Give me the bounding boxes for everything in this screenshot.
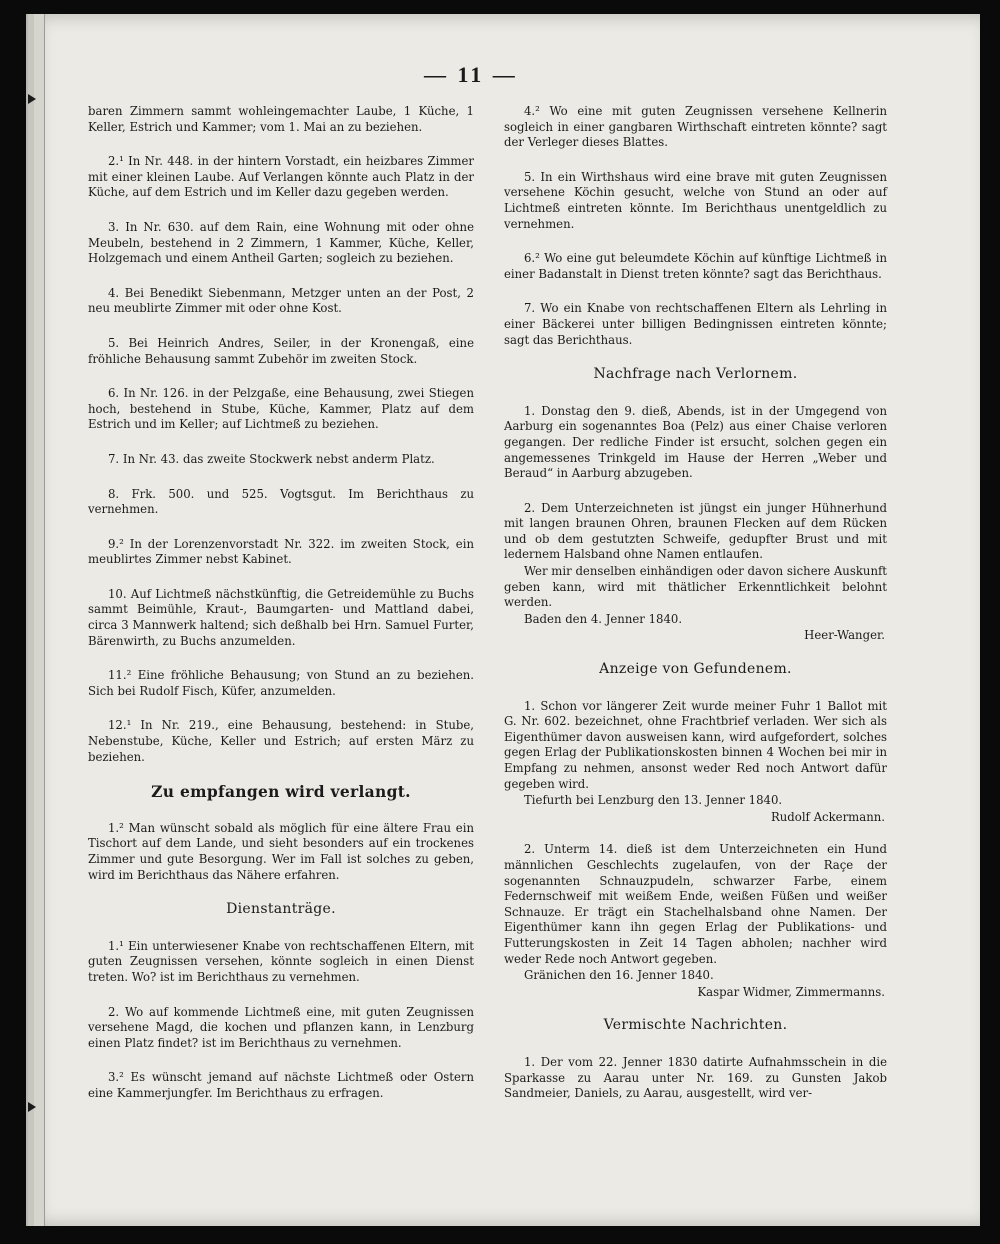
paragraph: 5. Bei Heinrich Andres, Seiler, in der Kronengaß, eine fröhliche Behausung sammt Zubehör im zweiten Stock. <box>88 335 474 366</box>
signature: Heer-Wanger. <box>804 628 885 643</box>
paragraph: 1. Der vom 22. Jenner 1830 datirte Aufnahmsschein in die Sparkasse zu Aarau unter Nr. 169. zu Gunsten Jakob Sandmeier, Daniels, zu Aarau, ausgestellt, wird ver- <box>504 1054 887 1101</box>
paragraph: 3.² Es wünscht jemand auf nächste Lichtmeß oder Ostern eine Kammerjungfer. Im Berichthaus zu erfragen. <box>88 1070 474 1100</box>
newspaper-page <box>26 14 980 1226</box>
binding-marker-icon <box>28 94 36 104</box>
binding-edge-inner <box>34 14 45 1226</box>
paragraph: 8. Frk. 500. und 525. Vogtsgut. Im Berichthaus zu vernehmen. <box>88 486 474 517</box>
section-heading: Zu empfangen wird verlangt. <box>151 782 411 802</box>
paragraph: 7. Wo ein Knabe von rechtschaffenen Eltern als Lehrling in einer Bäckerei unter billigen Bedingnissen eintreten könnte; sagt das Berichthaus. <box>504 301 887 347</box>
section-heading: Dienstanträge. <box>226 901 336 918</box>
paragraph: baren Zimmern sammt wohleingemachter Laube, 1 Küche, 1 Keller, Estrich und Kammer; vom 1. Mai an zu beziehen. <box>88 104 474 134</box>
right-column <box>504 104 887 1121</box>
left-column <box>88 104 474 1121</box>
signature: Rudolf Ackermann. <box>770 809 885 824</box>
paragraph: 6. In Nr. 126. in der Pelzgaße, eine Behausung, zwei Stiegen hoch, bestehend in Stube, Küche, Kammer, Platz auf dem Estrich und im Keller; auf Lichtmeß zu beziehen. <box>88 386 474 432</box>
paragraph: 4.² Wo eine mit guten Zeugnissen versehene Kellnerin sogleich in einer gangbaren Wirthschaft eintreten könnte? sagt der Verleger dieses Blattes. <box>504 104 887 150</box>
signature: Kaspar Widmer, Zimmermanns. <box>697 984 885 999</box>
paragraph: 2. Wo auf kommende Lichtmeß eine, mit guten Zeugnissen versehene Magd, die kochen und pflanzen kann, in Lenzburg einen Platz findet? ist im Berichthaus zu vernehmen. <box>88 1004 474 1050</box>
dateline: Tiefurth bei Lenzburg den 13. Jenner 1840. <box>524 793 783 808</box>
paragraph: 6.² Wo eine gut beleumdete Köchin auf künftige Lichtmeß in einer Badanstalt in Dienst treten könnte? sagt das Berichthaus. <box>504 251 887 281</box>
paragraph: 1. Schon vor längerer Zeit wurde meiner Fuhr 1 Ballot mit G. Nr. 602. bezeichnet, ohne Frachtbrief verladen. Wer sich als Eigenthümer davon ausweisen kann, wird aufgefordert, solches gegen Erlag der Publikationskosten binnen 4 Wochen bei mir in Empfang zu nehmen, ansonst weder Red noch Antwort dafür gegeben wird. <box>504 698 887 791</box>
paragraph: Wer mir denselben einhändigen oder davon sichere Auskunft geben kann, wird mit thätlicher Erkenntlichkeit belohnt werden. <box>504 564 887 610</box>
binding-marker-icon <box>28 1102 36 1112</box>
section-heading: Vermischte Nachrichten. <box>603 1017 788 1034</box>
paragraph: 9.² In der Lorenzenvorstadt Nr. 322. im zweiten Stock, ein meublirtes Zimmer nebst Kabinet. <box>88 536 474 567</box>
section-heading: Anzeige von Gefundenem. <box>599 661 792 678</box>
dateline: Baden den 4. Jenner 1840. <box>524 611 683 626</box>
paragraph: 12.¹ In Nr. 219., eine Behausung, bestehend: in Stube, Nebenstube, Küche, Keller und Estrich; auf ersten März zu beziehen. <box>88 718 474 764</box>
page-number: — 11 — <box>424 62 518 87</box>
paragraph: 5. In ein Wirthshaus wird eine brave mit guten Zeugnissen versehene Köchin gesucht, welche von Stund an oder auf Lichtmeß eintreten könnte. Im Berichthaus unentgeldlich zu vernehmen. <box>504 169 887 231</box>
paragraph: 1.¹ Ein unterwiesener Knabe von rechtschaffenen Eltern, mit guten Zeugnissen versehen, könnte sogleich in einen Dienst treten. Wo? ist im Berichthaus zu vernehmen. <box>88 938 474 984</box>
paragraph: 10. Auf Lichtmeß nächstkünftig, die Getreidemühle zu Buchs sammt Beimühle, Kraut-, Baumgarten- und Mattland dabei, circa 3 Mannwerk haltend; sich deßhalb bei Hrn. Samuel Furter, Bärenwirth, zu Buchs anzumelden. <box>88 586 474 648</box>
paragraph: 2. Unterm 14. dieß ist dem Unterzeichneten ein Hund männlichen Geschlechts zugelaufen, von der Raçe der sogenannten Schnauzpudeln, schwarzer Farbe, einem Federnschweif mit weißem Ende, weißen Füßen und weißer Schnauze. Er trägt ein Stachelhalsband ohne Namen. Der Eigenthümer kann ihn gegen Erlag der Publikations- und Futterungskosten in Zeit 14 Tagen abholen; nachher wird weder Rede noch Antwort gegeben. <box>504 842 887 966</box>
paragraph: 11.² Eine fröhliche Behausung; von Stund an zu beziehen. Sich bei Rudolf Fisch, Küfer, anzumelden. <box>88 668 474 698</box>
paragraph: 1. Donstag den 9. dieß, Abends, ist in der Umgegend von Aarburg ein sogenanntes Boa (Pelz) aus einer Chaise verloren gegangen. Der redliche Finder ist ersucht, solchen gegen ein angemessenes Trinkgeld im Hause der Herren „Weber und Beraud“ in Aarburg abzugeben. <box>504 403 887 481</box>
paragraph: 3. In Nr. 630. auf dem Rain, eine Wohnung mit oder ohne Meubeln, bestehend in 2 Zimmern, 1 Kammer, Küche, Keller, Holzgemach und einem Antheil Garten; sogleich zu beziehen. <box>88 219 474 266</box>
paragraph: 2.¹ In Nr. 448. in der hintern Vorstadt, ein heizbares Zimmer mit einer kleinen Laube. Auf Verlangen könnte auch Platz in der Küche, auf dem Estrich und im Keller dazu gegeben werden. <box>88 154 474 200</box>
paragraph: 4. Bei Benedikt Siebenmann, Metzger unten an der Post, 2 neu meublirte Zimmer mit oder ohne Kost. <box>88 285 474 316</box>
paragraph: 2. Dem Unterzeichneten ist jüngst ein junger Hühnerhund mit langen braunen Ohren, braunen Flecken auf dem Rücken und ob dem gestutzten Schweife, gedupfter Brust und mit ledernem Halsband ohne Namen entlaufen. <box>504 500 887 562</box>
paragraph: 7. In Nr. 43. das zweite Stockwerk nebst anderm Platz. <box>108 451 435 466</box>
dateline: Gränichen den 16. Jenner 1840. <box>524 968 714 983</box>
section-heading: Nachfrage nach Verlornem. <box>593 366 798 383</box>
paragraph: 1.² Man wünscht sobald als möglich für eine ältere Frau ein Tischort auf dem Lande, und sieht besonders auf ein trockenes Zimmer und gute Besorgung. Wer im Fall ist solches zu geben, wird im Berichthaus das Nähere erfahren. <box>88 820 474 882</box>
